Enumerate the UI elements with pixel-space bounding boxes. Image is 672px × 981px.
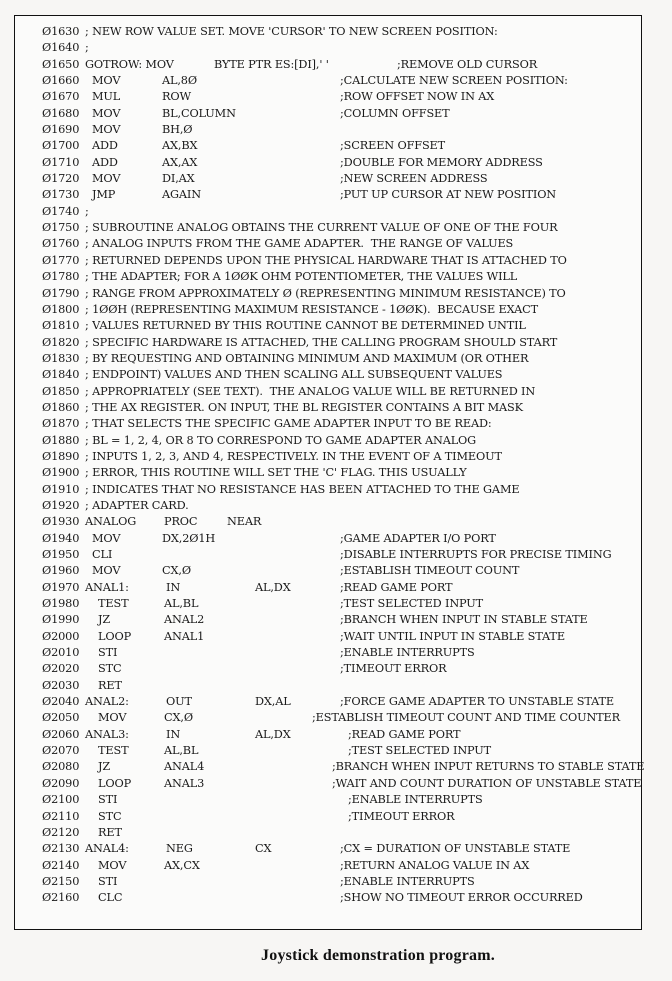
line-number: Ø2110 [42,809,80,823]
line-number: Ø1700 [42,139,80,153]
line-number: Ø1640 [42,41,80,55]
opcode-text: PROC [164,515,198,529]
opcode-text: JZ [98,613,111,627]
remark-text: ;ENABLE INTERRUPTS [348,793,483,807]
operand-text: ANAL2 [164,613,205,627]
listing-line [42,792,637,808]
line-number: Ø1800 [42,302,80,316]
comment-text: ; [85,41,89,55]
line-number: Ø2160 [42,891,80,905]
remark-text: ;DISABLE INTERRUPTS FOR PRECISE TIMING [340,548,612,561]
operand-text: AX,BX [162,139,198,153]
remark-text: ;ESTABLISH TIMEOUT COUNT AND TIME COUNTER [312,711,621,725]
comment-text: ; THAT SELECTS THE SPECIFIC GAME ADAPTER INPUT TO BE READ: [85,417,492,431]
listing-line [42,694,637,710]
remark-text: ;ESTABLISH TIMEOUT COUNT [340,564,520,578]
listing-line [42,563,637,579]
opcode-text: MOV [92,531,121,545]
remark-text: ;RETURN ANALOG VALUE IN AX [340,858,530,872]
line-number: Ø1910 [42,482,80,496]
remark-text: ;CALCULATE NEW SCREEN POSITION: [340,74,568,88]
opcode-text: MOV [92,564,121,578]
operand-text: AL,DX [255,727,291,741]
line-number: Ø1820 [42,335,80,349]
comment-text: ; INPUTS 1, 2, 3, AND 4, RESPECTIVELY. IN THE EVENT OF A TIMEOUT [85,449,502,463]
line-number: Ø2120 [42,825,80,839]
listing-line [42,710,637,726]
line-number: Ø1630 [42,25,80,38]
comment-text: ; NEW ROW VALUE SET. MOVE 'CURSOR' TO NEW SCREEN POSITION: [85,25,498,38]
line-number: Ø2150 [42,874,80,888]
remark-text: ;ENABLE INTERRUPTS [340,646,475,660]
line-number: Ø1880 [42,433,80,447]
remark-text: ;CX = DURATION OF UNSTABLE STATE [340,842,571,856]
opcode-text: LOOP [98,629,132,643]
operand-text: CX,Ø [162,564,191,578]
listing-line [42,498,637,514]
operand-text: AX,CX [164,858,200,872]
line-number: Ø1950 [42,548,80,561]
listing-line [42,743,637,759]
listing-line [42,580,637,596]
opcode-text: MOV [92,123,121,137]
operand-text: AL,BL [164,597,199,611]
listing-line [42,73,637,89]
comment-text: ; SPECIFIC HARDWARE IS ATTACHED, THE CALLING PROGRAM SHOULD START [85,335,558,349]
comment-text: ; ADAPTER CARD. [85,498,189,512]
listing-line [42,874,637,890]
label-text: GOTROW: MOV [85,57,174,71]
line-number: Ø1780 [42,270,80,284]
remark-text: ;BRANCH WHEN INPUT RETURNS TO STABLE STATE [332,760,645,774]
opcode-text: IN [166,580,181,594]
listing-line [42,727,637,743]
line-number: Ø1750 [42,221,80,235]
operand-text: AL,DX [255,580,291,594]
line-number: Ø2080 [42,760,80,774]
opcode-text: MOV [98,858,127,872]
comment-text: ; RANGE FROM APPROXIMATELY Ø (REPRESENTING MINIMUM RESISTANCE) TO [85,286,566,300]
line-number: Ø1990 [42,613,80,627]
listing-line [42,204,637,220]
opcode-text: STI [98,874,118,888]
figure-caption: Joystick demonstration program. [261,947,495,964]
remark-text: ;TEST SELECTED INPUT [340,597,484,611]
program-listing [42,24,645,907]
listing-line [42,531,637,547]
remark-text: ;WAIT UNTIL INPUT IN STABLE STATE [340,629,565,643]
listing-line [42,220,637,236]
opcode-text: JMP [92,188,116,202]
listing-line [42,809,637,825]
line-number: Ø2000 [42,629,80,643]
operand-text: DI,AX [162,172,195,186]
remark-text: ;PUT UP CURSOR AT NEW POSITION [340,188,557,202]
listing-line [42,351,637,367]
line-number: Ø1960 [42,564,80,578]
comment-text: ; ERROR, THIS ROUTINE WILL SET THE 'C' FLAG. THIS USUALLY [85,466,467,480]
listing-line [42,57,637,73]
remark-text: ;READ GAME PORT [348,727,461,741]
listing-line [42,40,637,56]
line-number: Ø1660 [42,74,80,88]
listing-line [42,253,637,269]
listing-line [42,335,637,351]
listing-line [42,367,637,383]
opcode-text: STI [98,646,118,660]
line-number: Ø1730 [42,188,80,202]
comment-text: ; INDICATES THAT NO RESISTANCE HAS BEEN ATTACHED TO THE GAME [85,482,520,496]
operand-text: DX,2Ø1H [162,531,216,545]
opcode-text: TEST [98,597,129,611]
listing-line [42,825,637,841]
operand-text: DX,AL [255,695,291,709]
line-number: Ø1980 [42,597,80,611]
comment-text: ; THE ADAPTER; FOR A 1ØØK OHM POTENTIOMETER, THE VALUES WILL [85,270,518,284]
listing-line [42,890,637,906]
line-number: Ø1870 [42,417,80,431]
opcode-text: RET [98,825,122,839]
line-number: Ø1760 [42,237,80,251]
line-number: Ø1840 [42,368,80,382]
remark-text: ;ROW OFFSET NOW IN AX [340,90,495,104]
listing-line [42,286,637,302]
remark-text: ;READ GAME PORT [340,580,453,594]
remark-text: ;DOUBLE FOR MEMORY ADDRESS [340,155,543,169]
opcode-text: JZ [98,760,111,774]
opcode-text: MOV [92,106,121,120]
opcode-text: ADD [92,139,118,153]
listing-line [42,89,637,105]
remark-text: ;NEW SCREEN ADDRESS [340,172,488,186]
program-listing-box [14,15,645,930]
comment-text: ; BY REQUESTING AND OBTAINING MINIMUM AND MAXIMUM (OR OTHER [85,351,529,365]
remark-text: ;WAIT AND COUNT DURATION OF UNSTABLE STATE [332,776,642,790]
opcode-text: LOOP [98,776,132,790]
comment-text: ; ENDPOINT) VALUES AND THEN SCALING ALL SUBSEQUENT VALUES [85,368,503,382]
opcode-text: RET [98,678,122,692]
label-text: ANAL4: [85,842,129,856]
operand-text: AL,BL [164,744,199,758]
opcode-text: MOV [92,74,121,88]
line-number: Ø1740 [42,204,80,218]
opcode-text: TEST [98,744,129,758]
listing-line [42,449,637,465]
line-number: Ø1940 [42,531,80,545]
operand-text: AL,8Ø [162,74,197,88]
line-number: Ø2060 [42,727,80,741]
listing-line [42,629,637,645]
line-number: Ø1690 [42,123,80,137]
listing-line [42,24,637,40]
remark-text: ;SHOW NO TIMEOUT ERROR OCCURRED [340,891,583,905]
remark-text: ;BRANCH WHEN INPUT IN STABLE STATE [340,613,588,627]
listing-line [42,841,637,857]
opcode-text: CLI [92,548,113,561]
listing-line [42,759,645,775]
operand-text: NEAR [227,515,262,529]
remark-text: ;TEST SELECTED INPUT [348,744,492,758]
operand-text: BL,COLUMN [162,106,236,120]
opcode-text: MUL [92,90,121,104]
remark-text: ;COLUMN OFFSET [340,106,450,120]
listing-line [42,138,637,154]
operand-text: ANAL1 [164,629,205,643]
operand-text: CX,Ø [164,711,193,725]
listing-line [42,106,637,122]
remark-text: ;FORCE GAME ADAPTER TO UNSTABLE STATE [340,695,615,709]
listing-line [42,678,637,694]
line-number: Ø2140 [42,858,80,872]
listing-line [42,187,637,203]
listing-line [42,171,637,187]
opcode-text: STI [98,793,118,807]
opcode-text: MOV [98,711,127,725]
line-number: Ø1860 [42,400,80,414]
opcode-text: OUT [166,695,192,709]
operand-text: ANAL4 [164,760,205,774]
opcode-text: IN [166,727,181,741]
line-number: Ø1670 [42,90,80,104]
comment-text: ; THE AX REGISTER. ON INPUT, THE BL REGISTER CONTAINS A BIT MASK [85,400,523,414]
listing-line [42,482,637,498]
comment-text: ; BL = 1, 2, 4, OR 8 TO CORRESPOND TO GAME ADAPTER ANALOG [85,433,477,447]
listing-line [42,776,642,792]
operand-text: ROW [162,90,191,104]
opcode-text: MOV [92,172,121,186]
line-number: Ø1920 [42,498,80,512]
line-number: Ø1790 [42,286,80,300]
label-text: ANAL2: [85,695,129,709]
remark-text: ;REMOVE OLD CURSOR [397,57,538,71]
remark-text: ;TIMEOUT ERROR [348,809,455,823]
line-number: Ø2070 [42,744,80,758]
listing-line [42,645,637,661]
line-number: Ø1680 [42,106,80,120]
remark-text: ;TIMEOUT ERROR [340,662,447,676]
label-text: ANALOG [85,515,137,529]
line-number: Ø1710 [42,155,80,169]
listing-line [42,596,637,612]
line-number: Ø2020 [42,662,80,676]
line-number: Ø2010 [42,646,80,660]
line-number: Ø2100 [42,793,80,807]
comment-text: ; ANALOG INPUTS FROM THE GAME ADAPTER. THE RANGE OF VALUES [85,237,514,251]
operand-text: AX,AX [162,155,198,169]
remark-text: ;ENABLE INTERRUPTS [340,874,475,888]
line-number: Ø1890 [42,449,80,463]
label-text: ANAL3: [85,727,129,741]
comment-text: ; SUBROUTINE ANALOG OBTAINS THE CURRENT VALUE OF ONE OF THE FOUR [85,221,558,235]
line-number: Ø1970 [42,580,80,594]
comment-text: ; APPROPRIATELY (SEE TEXT). THE ANALOG VALUE WILL BE RETURNED IN [85,384,536,398]
comment-text: ; RETURNED DEPENDS UPON THE PHYSICAL HARDWARE THAT IS ATTACHED TO [85,253,567,267]
listing-line [42,661,637,677]
listing-line [42,400,637,416]
listing-line [42,236,637,252]
line-number: Ø2030 [42,678,80,692]
line-number: Ø1810 [42,319,80,333]
line-number: Ø1650 [42,57,80,71]
opcode-text: ADD [92,155,118,169]
comment-text: ; 1ØØH (REPRESENTING MAXIMUM RESISTANCE - 1ØØK). BECAUSE EXACT [85,302,538,316]
line-number: Ø1830 [42,351,80,365]
opcode-text: STC [98,809,122,823]
operand-text: AGAIN [162,188,201,202]
remark-text: ;GAME ADAPTER I/O PORT [340,531,496,545]
opcode-text: NEG [166,842,193,856]
listing-line [42,318,637,334]
remark-text: ;SCREEN OFFSET [340,139,446,153]
line-number: Ø1720 [42,172,80,186]
line-number: Ø1850 [42,384,80,398]
listing-line [42,122,637,138]
opcode-text: CLC [98,891,123,905]
operand-text: BYTE PTR ES:[DI],' ' [214,57,329,71]
label-text: ANAL1: [85,580,129,594]
listing-line [42,433,637,449]
comment-text: ; VALUES RETURNED BY THIS ROUTINE CANNOT BE DETERMINED UNTIL [85,319,526,333]
listing-line [42,547,637,563]
comment-text: ; [85,204,89,218]
operand-text: CX [255,842,272,856]
listing-line [42,269,637,285]
operand-text: BH,Ø [162,123,193,137]
listing-line [42,858,637,874]
listing-line [42,514,637,530]
listing-line [42,416,637,432]
line-number: Ø2040 [42,695,80,709]
line-number: Ø1770 [42,253,80,267]
listing-line [42,302,637,318]
operand-text: ANAL3 [164,776,205,790]
line-number: Ø2090 [42,776,80,790]
listing-line [42,612,637,628]
line-number: Ø1900 [42,466,80,480]
line-number: Ø2130 [42,842,80,856]
listing-line [42,384,637,400]
line-number: Ø2050 [42,711,80,725]
line-number: Ø1930 [42,515,80,529]
opcode-text: STC [98,662,122,676]
listing-line [42,465,637,481]
listing-line [42,155,637,171]
